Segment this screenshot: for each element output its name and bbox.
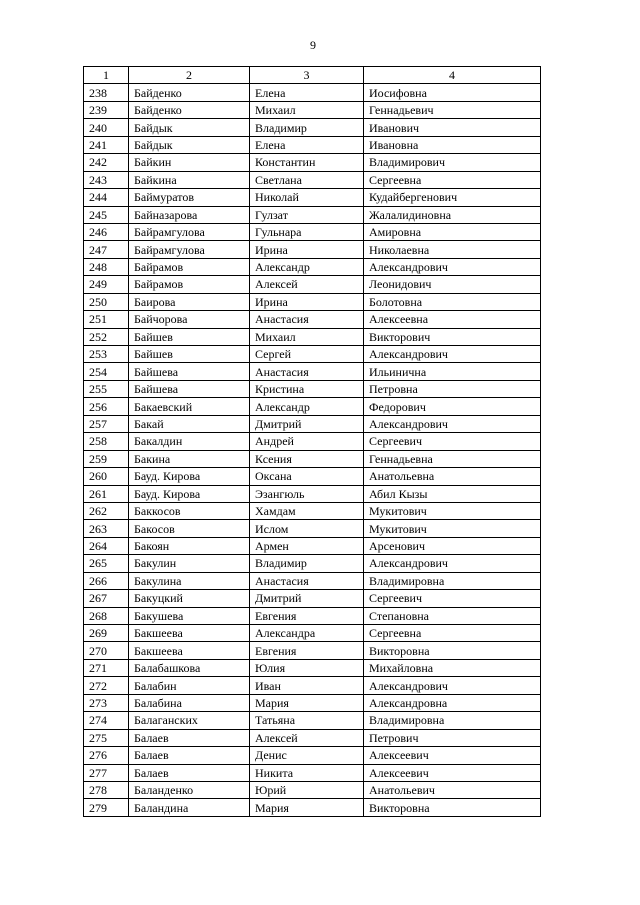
patronymic-cell: Сергеевна [364,171,541,188]
row-number-cell: 265 [84,555,129,572]
patronymic-cell: Анатольевна [364,468,541,485]
first-name-cell: Гульнара [250,223,364,240]
row-number-cell: 274 [84,712,129,729]
patronymic-cell: Сергеевна [364,625,541,642]
patronymic-cell: Болотовна [364,293,541,310]
patronymic-cell: Анатольевич [364,781,541,798]
surname-cell: Байдык [129,119,250,136]
patronymic-cell: Абил Кызы [364,485,541,502]
patronymic-cell: Викторовна [364,799,541,816]
row-number-cell: 254 [84,363,129,380]
surname-cell: Балаев [129,747,250,764]
roster-body [84,84,541,816]
first-name-cell: Ирина [250,293,364,310]
table-row [84,346,541,363]
patronymic-cell: Алексеевич [364,747,541,764]
table-row [84,84,541,101]
row-number-cell: 255 [84,380,129,397]
row-number-cell: 267 [84,590,129,607]
surname-cell: Бакуцкий [129,590,250,607]
row-number-cell: 258 [84,433,129,450]
surname-cell: Бакушева [129,607,250,624]
row-number-cell: 273 [84,694,129,711]
column-header-patronymic: 4 [364,67,541,84]
patronymic-cell: Александрович [364,258,541,275]
surname-cell: Балаганских [129,712,250,729]
surname-cell: Балабашкова [129,659,250,676]
table-row [84,363,541,380]
row-number-cell: 248 [84,258,129,275]
surname-cell: Байрамгулова [129,223,250,240]
header-row [84,67,541,84]
surname-cell: Байкин [129,154,250,171]
surname-cell: Бакулина [129,572,250,589]
first-name-cell: Николай [250,189,364,206]
first-name-cell: Константин [250,154,364,171]
row-number-cell: 264 [84,537,129,554]
table-row [84,485,541,502]
first-name-cell: Мария [250,694,364,711]
surname-cell: Байшев [129,346,250,363]
surname-cell: Бакшеева [129,625,250,642]
row-number-cell: 250 [84,293,129,310]
patronymic-cell: Степановна [364,607,541,624]
surname-cell: Баймуратов [129,189,250,206]
surname-cell: Балабина [129,694,250,711]
table-row [84,520,541,537]
patronymic-cell: Александровна [364,694,541,711]
patronymic-cell: Михайловна [364,659,541,676]
surname-cell: Бакаевский [129,398,250,415]
row-number-cell: 279 [84,799,129,816]
row-number-cell: 270 [84,642,129,659]
first-name-cell: Ислом [250,520,364,537]
row-number-cell: 247 [84,241,129,258]
patronymic-cell: Владимировна [364,572,541,589]
patronymic-cell: Викторович [364,328,541,345]
first-name-cell: Евгения [250,642,364,659]
surname-cell: Бакалдин [129,433,250,450]
surname-cell: Бакулин [129,555,250,572]
column-header-name: 3 [250,67,364,84]
patronymic-cell: Ильинична [364,363,541,380]
first-name-cell: Александр [250,398,364,415]
table-row [84,415,541,432]
row-number-cell: 246 [84,223,129,240]
table-row [84,101,541,118]
table-row [84,694,541,711]
row-number-cell: 266 [84,572,129,589]
first-name-cell: Елена [250,136,364,153]
row-number-cell: 271 [84,659,129,676]
row-number-cell: 242 [84,154,129,171]
surname-cell: Балаев [129,729,250,746]
surname-cell: Байшева [129,380,250,397]
surname-cell: Байрамов [129,258,250,275]
first-name-cell: Гулзат [250,206,364,223]
row-number-cell: 256 [84,398,129,415]
table-row [84,380,541,397]
table-row [84,136,541,153]
row-number-cell: 249 [84,276,129,293]
patronymic-cell: Мукитович [364,520,541,537]
patronymic-cell: Петровна [364,380,541,397]
first-name-cell: Анастасия [250,363,364,380]
first-name-cell: Юрий [250,781,364,798]
first-name-cell: Никита [250,764,364,781]
surname-cell: Байденко [129,84,250,101]
column-header-number: 1 [84,67,129,84]
row-number-cell: 253 [84,346,129,363]
patronymic-cell: Жалалидиновна [364,206,541,223]
table-row [84,119,541,136]
table-row [84,241,541,258]
first-name-cell: Владимир [250,555,364,572]
patronymic-cell: Александрович [364,677,541,694]
surname-cell: Баирова [129,293,250,310]
surname-cell: Байназарова [129,206,250,223]
first-name-cell: Хамдам [250,502,364,519]
first-name-cell: Мария [250,799,364,816]
table-row [84,398,541,415]
patronymic-cell: Кудайбергенович [364,189,541,206]
surname-cell: Байшев [129,328,250,345]
table-row [84,712,541,729]
first-name-cell: Оксана [250,468,364,485]
first-name-cell: Юлия [250,659,364,676]
surname-cell: Байрамов [129,276,250,293]
surname-cell: Байденко [129,101,250,118]
surname-cell: Балабин [129,677,250,694]
first-name-cell: Анастасия [250,572,364,589]
table-row [84,642,541,659]
patronymic-cell: Иосифовна [364,84,541,101]
first-name-cell: Александра [250,625,364,642]
first-name-cell: Сергей [250,346,364,363]
row-number-cell: 238 [84,84,129,101]
table-row [84,747,541,764]
row-number-cell: 239 [84,101,129,118]
row-number-cell: 261 [84,485,129,502]
table-row [84,154,541,171]
row-number-cell: 244 [84,189,129,206]
surname-cell: Бакоян [129,537,250,554]
patronymic-cell: Мукитович [364,502,541,519]
surname-cell: Байкина [129,171,250,188]
table-row [84,625,541,642]
patronymic-cell: Геннадьевич [364,101,541,118]
patronymic-cell: Сергеевич [364,590,541,607]
surname-cell: Бауд. Кирова [129,485,250,502]
table-row [84,328,541,345]
surname-cell: Баккосов [129,502,250,519]
row-number-cell: 243 [84,171,129,188]
row-number-cell: 245 [84,206,129,223]
first-name-cell: Светлана [250,171,364,188]
first-name-cell: Владимир [250,119,364,136]
patronymic-cell: Петрович [364,729,541,746]
table-row [84,607,541,624]
row-number-cell: 262 [84,502,129,519]
patronymic-cell: Амировна [364,223,541,240]
patronymic-cell: Александрович [364,555,541,572]
table-row [84,502,541,519]
table-row [84,276,541,293]
first-name-cell: Ксения [250,450,364,467]
surname-cell: Бакшеева [129,642,250,659]
first-name-cell: Дмитрий [250,415,364,432]
first-name-cell: Ирина [250,241,364,258]
first-name-cell: Армен [250,537,364,554]
first-name-cell: Елена [250,84,364,101]
patronymic-cell: Леонидович [364,276,541,293]
table-row [84,189,541,206]
row-number-cell: 251 [84,311,129,328]
row-number-cell: 259 [84,450,129,467]
row-number-cell: 263 [84,520,129,537]
surname-cell: Байшева [129,363,250,380]
table-row [84,171,541,188]
patronymic-cell: Владимирович [364,154,541,171]
row-number-cell: 252 [84,328,129,345]
row-number-cell: 241 [84,136,129,153]
first-name-cell: Андрей [250,433,364,450]
patronymic-cell: Алексеевич [364,764,541,781]
surname-cell: Байдык [129,136,250,153]
row-number-cell: 278 [84,781,129,798]
table-row [84,450,541,467]
table-row [84,433,541,450]
first-name-cell: Алексей [250,276,364,293]
first-name-cell: Эзангюль [250,485,364,502]
first-name-cell: Михаил [250,101,364,118]
table-row [84,468,541,485]
column-header-surname: 2 [129,67,250,84]
patronymic-cell: Федорович [364,398,541,415]
table-row [84,677,541,694]
page-number: 9 [310,38,316,52]
patronymic-cell: Арсенович [364,537,541,554]
surname-cell: Байрамгулова [129,241,250,258]
table-row [84,223,541,240]
first-name-cell: Татьяна [250,712,364,729]
patronymic-cell: Викторовна [364,642,541,659]
patronymic-cell: Александрович [364,346,541,363]
table-row [84,764,541,781]
surname-cell: Бакина [129,450,250,467]
first-name-cell: Евгения [250,607,364,624]
first-name-cell: Михаил [250,328,364,345]
row-number-cell: 240 [84,119,129,136]
patronymic-cell: Алексеевна [364,311,541,328]
surname-cell: Бакай [129,415,250,432]
table-row [84,590,541,607]
patronymic-cell: Николаевна [364,241,541,258]
row-number-cell: 260 [84,468,129,485]
surname-cell: Баланденко [129,781,250,798]
table-row [84,659,541,676]
table-row [84,781,541,798]
first-name-cell: Алексей [250,729,364,746]
first-name-cell: Александр [250,258,364,275]
surname-cell: Балаев [129,764,250,781]
row-number-cell: 276 [84,747,129,764]
patronymic-cell: Владимировна [364,712,541,729]
first-name-cell: Денис [250,747,364,764]
first-name-cell: Анастасия [250,311,364,328]
table-row [84,258,541,275]
first-name-cell: Кристина [250,380,364,397]
surname-cell: Бауд. Кирова [129,468,250,485]
table-row [84,293,541,310]
table-row [84,206,541,223]
surname-cell: Баландина [129,799,250,816]
roster-table [83,66,541,817]
patronymic-cell: Ивановна [364,136,541,153]
table-row [84,729,541,746]
row-number-cell: 275 [84,729,129,746]
row-number-cell: 272 [84,677,129,694]
row-number-cell: 277 [84,764,129,781]
surname-cell: Бакосов [129,520,250,537]
patronymic-cell: Геннадьевна [364,450,541,467]
row-number-cell: 268 [84,607,129,624]
table-row [84,311,541,328]
table-row [84,799,541,816]
surname-cell: Байчорова [129,311,250,328]
first-name-cell: Иван [250,677,364,694]
first-name-cell: Дмитрий [250,590,364,607]
row-number-cell: 269 [84,625,129,642]
patronymic-cell: Александрович [364,415,541,432]
table-row [84,537,541,554]
patronymic-cell: Сергеевич [364,433,541,450]
patronymic-cell: Иванович [364,119,541,136]
row-number-cell: 257 [84,415,129,432]
table-row [84,572,541,589]
table-row [84,555,541,572]
